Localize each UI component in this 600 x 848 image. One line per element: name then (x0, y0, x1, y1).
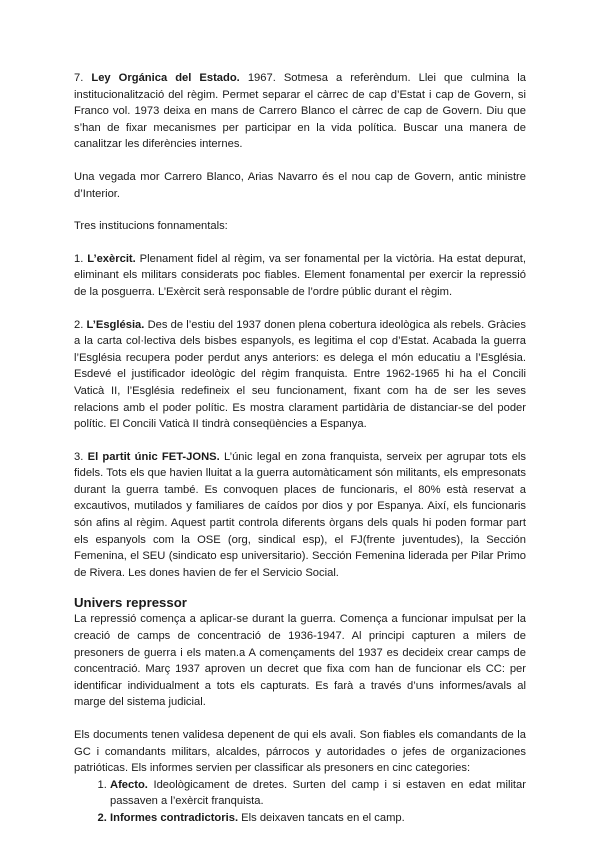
tres-institucions-paragraph: Tres institucions fonnamentals: (74, 220, 228, 233)
esglesia-text: Des de l’estiu del 1937 donen plena cobertura ideològica als rebels. Gràcies a la carta col·lectiva dels bisbes espanyols, es legitima el cop d’Estat. Acabada la guerra l’Església recupera poder perdut anys anteriors: es delega el món educatiu a l’Església. Esdevé el justificador ideològic del règim franquista. Entre 1962-1965 hi ha el Concili Vaticà II, l’Església redefineix el seu funcionament, fixant com ha de ser les seves relacions amb el poder polític. Es mostra clarament partidària de distanciar-se del poder polític. El Concili Vaticà II tindrà conseqüències a Espanya. (74, 318, 526, 431)
ley-number: 7. (74, 72, 84, 84)
category-item-afecto (110, 777, 526, 810)
category-text: Ideològicament de dretes. Surten del camp i si estaven en edat militar passaven a l’exèrcit franquista. (110, 778, 526, 808)
categories-list (74, 777, 526, 827)
exercit-text: Plenament fidel al règim, va ser fonamental per la victòria. Ha estat depurat, eliminant els militars considerats poc fiables. Element fonamental per exercir la repressió de la posguerra. L’Exèrcit serà responsable de l’ordre públic durant el règim. (74, 252, 526, 298)
esglesia-title: L’Església. (86, 318, 145, 331)
category-item-informes-contradictoris (110, 810, 526, 827)
univers-repressor-paragraph: La repressió comença a aplicar-se durant la guerra. Comença a funcionar impulsat per la creació de camps de concentració de 1936-1947. Al principi capturen a milers de presoners de guerra i els maten.a A començaments del 1937 es decideix crear camps de concentració. Març 1937 aproven un decret que fixa com han de funcionar els CC: per identificar individualment a tots els capturats. Es farà a través d’uns informes/avals al marge del sistema judicial. (74, 613, 526, 709)
univers-repressor-heading: Univers repressor (74, 595, 187, 611)
partit-title: El partit únic FET-JONS. (87, 450, 220, 463)
partit-number: 3. (74, 450, 84, 463)
partit-text: L’únic legal en zona franquista, serveix per agrupar tots els fidels. Tots els que havien lluitat a la guerra automàticament són militants, els empresonats durant la guerra també. Es convoquen places de funcionaris, el 80% està reservat a excautivos, mutilados y familiares de caídos por dios y por Espanya. Així, els funcionaris són afins al règim. Aquest partit controla diferents òrgans dels quals hi poden formar part els espanyols com la OSE (org, sindical esp), el FJ(frente juventudes), la Sección Femenina, el SEU (sindicato esp universitario). Sección Femenina liderada per Pilar Primo de Rivera. Les dones havien de fer el Servicio Social. (74, 450, 526, 579)
partit-paragraph (74, 449, 526, 582)
esglesia-paragraph (74, 317, 526, 433)
documents-paragraph: Els documents tenen validesa depenent de qui els avali. Son fiables els comandants de la GC i comandants militars, alcaldes, párrocos y autoridades o jefes de organizaciones patrióticas. Els informes servien per classificar als presoners en cinc categories: (74, 729, 526, 775)
exercit-number: 1. (74, 252, 84, 265)
exercit-paragraph (74, 251, 526, 301)
arias-paragraph: Una vegada mor Carrero Blanco, Arias Navarro és el nou cap de Govern, antic ministre d’Interior. (74, 170, 526, 200)
category-title: Informes contradictoris. (110, 811, 239, 824)
category-title: Afecto. (110, 778, 148, 791)
ley-title: Ley Orgánica del Estado. (91, 72, 240, 84)
exercit-title: L’exèrcit. (87, 252, 136, 265)
ley-text: 1967. Sotmesa a referèndum. Llei que culmina la institucionalització del règim. Permet separar el càrrec de cap d’Estat i cap de Govern, si Franco vol. 1973 deixa en mans de Carrero Blanco el càrrec de cap de Govern. Diu que s’han de fixar mecanismes per participar en la vida política. Buscar una manera de canalitzar les diferències internes. (74, 72, 527, 151)
category-text: Els deixaven tancats en el camp. (238, 811, 405, 824)
ley-organica-paragraph (74, 70, 526, 153)
esglesia-number: 2. (74, 318, 84, 331)
